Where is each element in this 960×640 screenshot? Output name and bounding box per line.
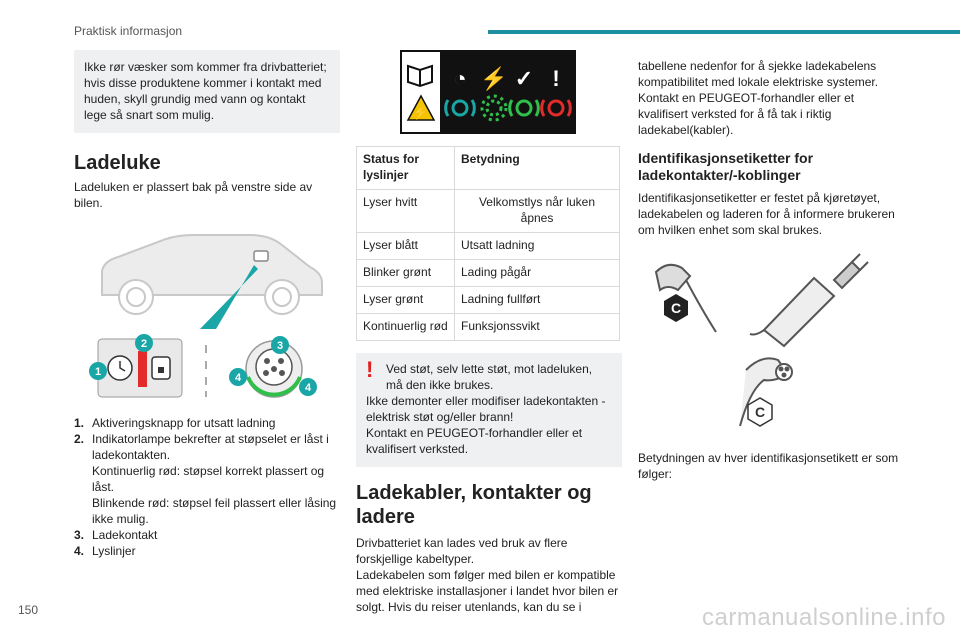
heading-id-labels: Identifikasjonsetiketter for ladekontakter/-koblinger [638, 150, 814, 183]
warning-exclamation-icon: ! [366, 357, 374, 382]
svg-text:4: 4 [304, 382, 312, 394]
callout-1 [89, 362, 107, 380]
callout-4a [229, 368, 247, 386]
column-2 [356, 50, 622, 615]
check-icon: ✓ [514, 66, 534, 91]
note-text: Ikke rør væsker som kommer fra drivbatteriet; hvis disse produktene kommer i kontakt med huden, skyll grundig med vann og kontakt lege så snart som mulig. [84, 60, 327, 122]
svg-text:1: 1 [94, 366, 102, 378]
page-number: 150 [18, 603, 39, 617]
list-item: 4. Lyslinjer [74, 544, 136, 558]
charging-plug-icon [656, 265, 716, 332]
table-header: Status for lyslinjer [357, 147, 455, 190]
light-status-table [356, 146, 620, 341]
flap-legend-list [74, 415, 340, 559]
car-silhouette-icon [102, 235, 322, 314]
warning-text: Ved støt, selv lette støt, mot ladeluken, må den ikke brukes. [386, 362, 593, 392]
list-item: 2. Indikatorlampe bekrefter at støpselet er låst i ladekontakten. Kontinuerlig rød: støpsel korrekt plassert og låst. Blinkende rød: støpsel feil plassert eller låsing ikke mulig. [74, 432, 337, 526]
svg-text:⚡: ⚡ [412, 105, 430, 120]
running-header: Praktisk informasjon [74, 24, 183, 38]
label-c-hexagon-dark [664, 294, 688, 322]
column-3 [638, 50, 904, 482]
status-icon-panel [400, 50, 622, 138]
charging-flap-illustration [74, 221, 340, 405]
warning-text: Kontakt en PEUGEOT-forhandler eller et kvalifisert verksted. [366, 426, 583, 456]
table-row: Kontinuerlig rød Funksjonssvikt [357, 314, 620, 341]
table-header: Betydning [455, 147, 620, 190]
svg-text:2: 2 [140, 338, 148, 350]
svg-text:4: 4 [234, 372, 242, 384]
id-labels-intro: Identifikasjonsetiketter er festet på kjøretøyet, ladekabelen og laderen for å informere brukeren om hvilken enhet som skal brukes. [638, 191, 895, 237]
bolt-icon: ⚡ [480, 66, 508, 91]
cables-para: Drivbatteriet kan lades ved bruk av flere forskjellige kabeltyper. [356, 536, 568, 566]
ladeluke-intro: Ladeluken er plassert bak på venstre side av bilen. [74, 180, 313, 210]
callout-3 [271, 336, 289, 354]
list-item: 3. Ladekontakt [74, 528, 158, 542]
connector-illustration [638, 250, 904, 444]
compat-para: tabellene nedenfor for å sjekke ladekabelens kompatibilitet med lokale elektriske systemer. [638, 59, 879, 89]
alert-icon: ! [552, 66, 560, 91]
charging-cable-box-icon [750, 254, 868, 346]
heading-ladeluke: Ladeluke [74, 152, 161, 174]
header-accent-bar [488, 30, 960, 34]
label-c-hexagon-light [748, 398, 772, 426]
flap-location-marker [254, 251, 268, 261]
table-row: Lyser hvitt Velkomstlys når luken åpnes [357, 190, 620, 233]
column-1 [74, 50, 340, 559]
callout-2 [135, 334, 153, 352]
table-row: Lyser blått Utsatt ladning [357, 233, 620, 260]
watermark-text: carmanualsonline.info [702, 604, 946, 631]
table-row: Blinker grønt Lading pågår [357, 260, 620, 287]
battery-fluid-note [74, 50, 340, 133]
clock-icon: ◔ [453, 66, 467, 91]
warning-text: Ikke demonter eller modifiser ladekontakten - elektrisk støt og/eller brann! [366, 394, 606, 424]
svg-text:3: 3 [276, 340, 284, 352]
callout-4b [299, 378, 317, 396]
labels-meaning-para: Betydningen av hver identifikasjonsetikett er som følger: [638, 451, 899, 481]
dealer-para: Kontakt en PEUGEOT-forhandler eller et kvalifisert verksted for å få tak i riktig ladekabel(kabler). [638, 91, 855, 137]
heading-cables: Ladekabler, kontakter og ladere [356, 482, 592, 528]
table-header-row [357, 147, 620, 190]
list-item: 1. Aktiveringsknapp for utsatt ladning [74, 416, 276, 430]
svg-text:C: C [670, 300, 682, 316]
charging-flap-warning [356, 353, 622, 467]
svg-text:C: C [754, 404, 766, 420]
table-row: Lyser grønt Ladning fullført [357, 287, 620, 314]
cables-para-2: Ladekabelen som følger med bilen er kompatible med elektriske installasjoner i landet hvor bilen er solgt. Hvis du reiser utenlands, kan du se i [356, 568, 619, 614]
